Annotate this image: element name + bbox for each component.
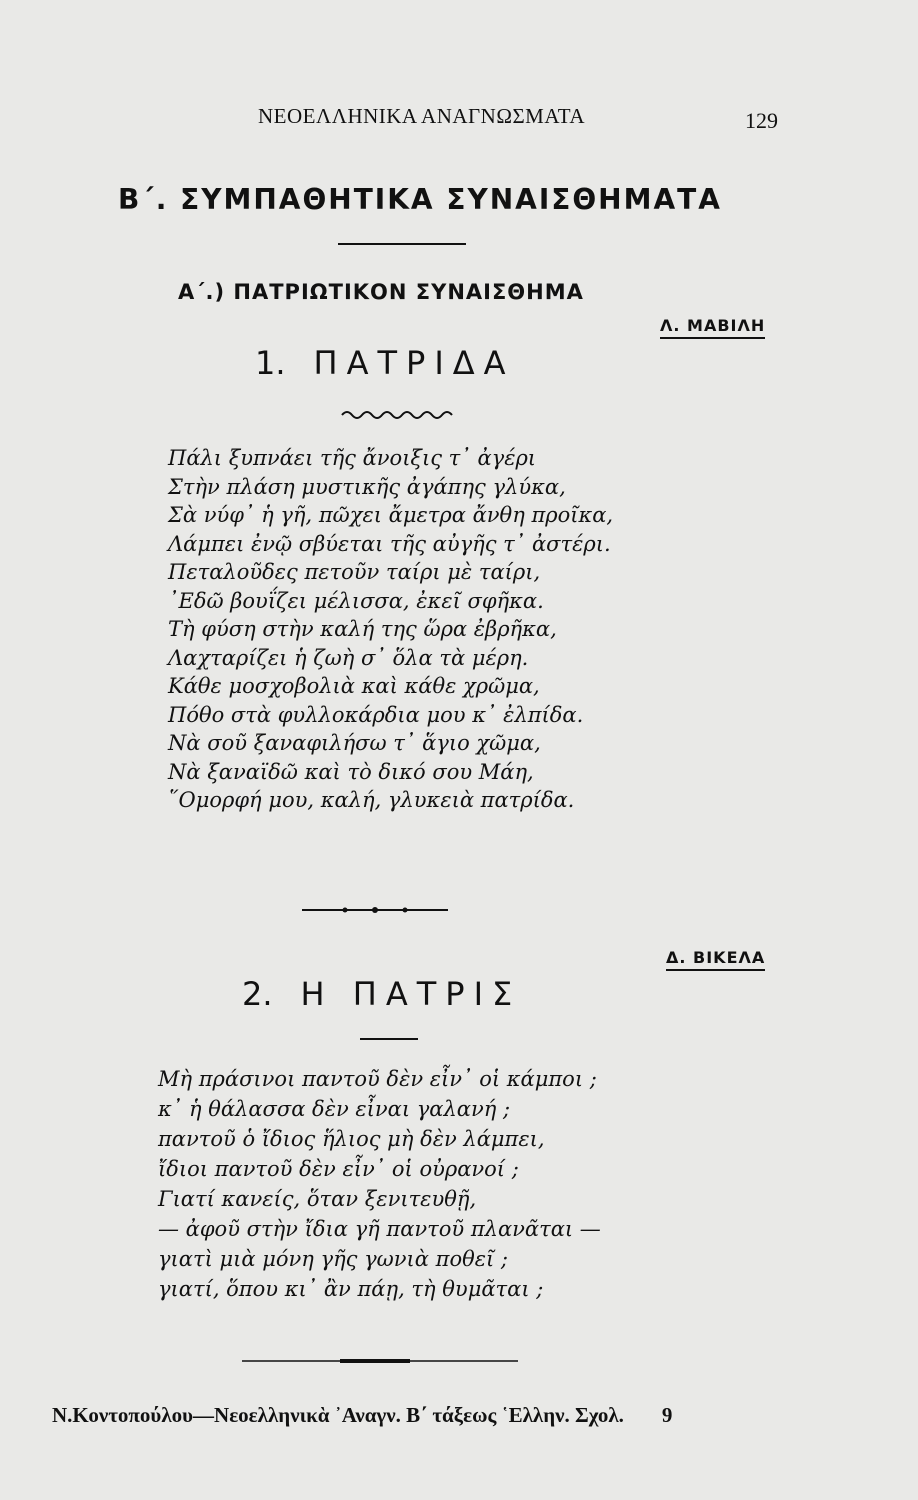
poem1-line: ῞Ομορφή μου, καλή, γλυκειὰ πατρίδα. — [168, 788, 575, 812]
section-title: Β΄. ΣΥΜΠΑΘΗΤΙΚΑ ΣΥΝΑΙΣΘΗΜΑΤΑ — [118, 183, 722, 216]
poem2-line: κ᾽ ἡ θάλασσα δὲν εἶναι γαλανή ; — [158, 1097, 511, 1121]
subsection-title: Α΄.) ΠΑΤΡΙΩΤΙΚΟΝ ΣΥΝΑΙΣΘΗΜΑ — [178, 280, 584, 304]
poem2-line: — ἀφοῦ στὴν ἴδια γῆ παντοῦ πλανᾶται — — [158, 1217, 601, 1241]
poem2-number: 2. — [242, 975, 273, 1013]
poem2-line: ἴδιοι παντοῦ δὲν εἶν᾽ οἱ οὐρανοί ; — [158, 1157, 519, 1181]
poem2-line: παντοῦ ὁ ἴδιος ἥλιος μὴ δὲν λάμπει, — [158, 1127, 545, 1151]
end-ornament-divider — [240, 1356, 520, 1366]
footer-text: Ν.Κοντοπούλου—Νεοελληνικὰ ᾽Αναγν. Β΄ τάξεως ῾Ελλην. Σχολ. — [52, 1403, 624, 1427]
running-title: ΝΕΟΕΛΛΗΝΙΚΑ ΑΝΑΓΝΩΣΜΑΤΑ — [258, 104, 586, 128]
poem2-title — [242, 975, 521, 1013]
wavy-ornament — [340, 408, 460, 422]
poem1-line: Λαχταρίζει ἡ ζωὴ σ᾽ ὅλα τὰ μέρη. — [168, 645, 529, 670]
footer-signature-line — [52, 1403, 672, 1428]
poem1-line: Πόθο στὰ φυλλοκάρδια μου κ᾽ ἐλπίδα. — [168, 702, 584, 727]
poem1-line: ᾽Εδῶ βουΐζει μέλισσα, ἐκεῖ σφῆκα. — [168, 588, 544, 613]
dotted-ornament-divider — [300, 904, 450, 916]
section-divider — [338, 243, 466, 245]
poem1-line: Πεταλοῦδες πετοῦν ταίρι μὲ ταίρι, — [168, 560, 541, 584]
poem2-line: γιατί, ὅπου κι᾽ ἂν πάῃ, τὴ θυμᾶται ; — [158, 1277, 544, 1301]
poem1-line: Νὰ ξαναϊδῶ καὶ τὸ δικό σου Μάη, — [168, 759, 534, 784]
poem1-line: Κάθε μοσχοβολιὰ καὶ κάθε χρῶμα, — [168, 674, 540, 698]
page-number: 129 — [745, 108, 778, 133]
poem2-line: γιατὶ μιὰ μόνη γῆς γωνιὰ ποθεῖ ; — [158, 1247, 508, 1271]
poem2-title-text: Η ΠΑΤΡΙΣ — [300, 975, 522, 1013]
poem1-line: Πάλι ξυπνάει τῆς ἄνοιξις τ᾽ ἀγέρι — [168, 446, 537, 470]
poem1-title-text: ΠΑΤΡΙΔΑ — [313, 344, 515, 382]
poem2-divider — [360, 1038, 418, 1040]
poem2-line: Γιατί κανείς, ὅταν ξενιτευθῇ, — [158, 1187, 477, 1211]
poem1-line: Λάμπει ἐνῷ σβύεται τῆς αὐγῆς τ᾽ ἀστέρι. — [168, 531, 611, 556]
signature-mark: 9 — [661, 1403, 673, 1427]
poem1-author: Λ. ΜΑΒΙΛΗ — [660, 316, 765, 339]
poem1-line: Σὰ νύφ᾽ ἡ γῆ, πῶχει ἄμετρα ἄνθη προῖκα, — [168, 503, 614, 527]
poem2-stanza — [158, 1064, 601, 1304]
poem1-number: 1. — [255, 344, 286, 382]
poem1-line: Στὴν πλάση μυστικῆς ἀγάπης γλύκα, — [168, 474, 566, 499]
poem1-title — [255, 344, 515, 382]
poem2-author: Δ. ΒΙΚΕΛΑ — [666, 948, 765, 971]
poem1-line: Τὴ φύση στὴν καλή της ὥρα ἐβρῆκα, — [168, 617, 557, 641]
poem2-line: Μὴ πράσινοι παντοῦ δὲν εἶν᾽ οἱ κάμποι ; — [158, 1067, 597, 1091]
poem1-stanza — [168, 444, 613, 815]
poem1-line: Νὰ σοῦ ξαναφιλήσω τ᾽ ἅγιο χῶμα, — [168, 731, 541, 755]
